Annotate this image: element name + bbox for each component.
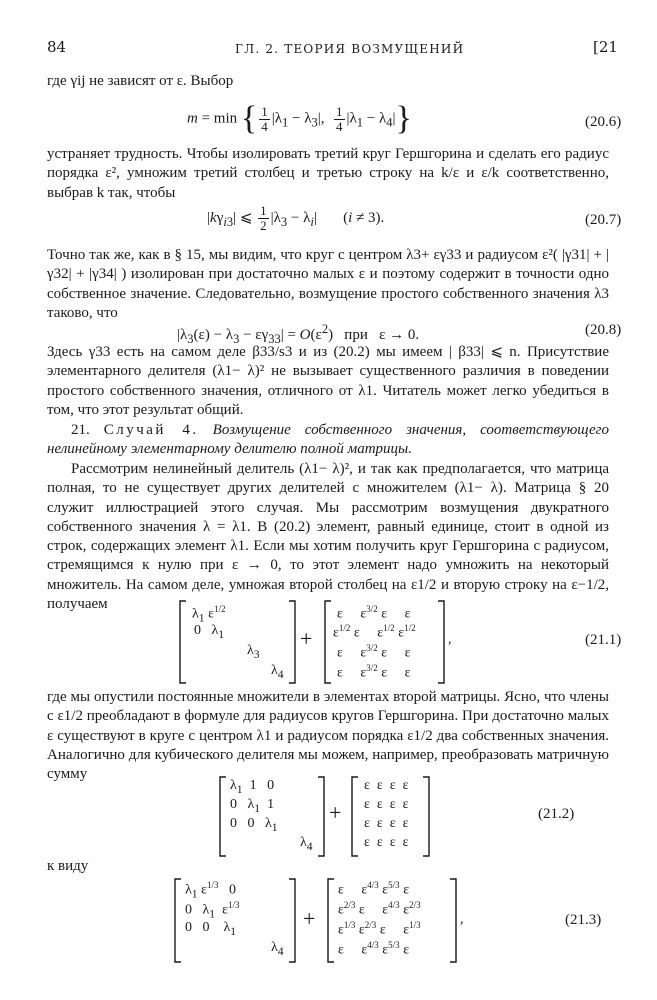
section-21-heading: [47, 421, 609, 460]
equation-number: (20.6): [585, 114, 622, 130]
equation-20-6-body: m = min { $\frac{1}{4}$ $|\lambda_1 - \lambda_3|$, $\frac{1}{4}$ $|\lambda_1 - \lambda_4|$}: [187, 100, 412, 137]
paragraph-6: где мы опустили постоянные множители в элементах второй матрицы. Ясно, что члены с ε1/2 преобладают в формуле для радиусов кругов Гершгорина. При достаточно малых ε существуют в круге с центром λ1 и радиусом порядка ε1/2 два собственных значения. Аналогично для кубического делителя мы можем, например, преобразовать матричную сумму: [47, 689, 609, 783]
page-number: 84: [47, 38, 67, 56]
matrix-brackets: [0, 876, 657, 966]
paragraph-2: устраняет трудность. Чтобы изолировать третий круг Гершгорина и сделать его радиус порядка ε², умножим третий столбец и третью строку на k/ε и ε/k соответственно, выбрав k так, чтобы: [47, 146, 609, 201]
paragraph-5: Рассмотрим нелинейный делитель (λ1− λ)², и так как предполагается, что матрица полная, то не существует других делителей с множителем (λ1− λ). Матрица § 20 служит иллюстрацией этого случая. Мы рассмотрим возмущения двукратного собственного значения λ = λ1. В (20.2) элемент, равный единице, стоит в одной из строк, содержащих элемент λ1. Если мы хотим получить круг Гершгорина с радиусом, стремящимся к нулю при ε → 0, то этот элемент надо умножить на некоторый множитель. На самом деле, умножая второй столбец на ε1/2 и вторую строку на ε−1/2, получаем: [47, 461, 609, 613]
equation-number: (20.7): [585, 212, 622, 228]
paragraph-7: к виду: [47, 858, 89, 874]
equation-number: (20.8): [585, 322, 622, 338]
section-number: 21.: [71, 422, 90, 438]
equation-number: (21.1): [585, 632, 622, 648]
matrix-brackets: [0, 598, 657, 688]
equation-20-8-body: $|\lambda_3(\varepsilon) - \lambda_3 - \varepsilon\gamma_{33}| = O(\varepsilon^2)$ при ε → 0.: [177, 322, 420, 346]
paragraph-3: Точно так же, как в § 15, мы видим, что круг с центром λ3+ εγ33 и радиусом ε²( |γ31| + |γ32| + |γ34| ) изолирован при достаточно малых ε и поэтому содержит в точности одно собственное значение. Следовательно, возмущение простого собственного значения λ3 таково, что: [47, 247, 609, 321]
equation-21-2: $\lambda_1$ 1 0 0 $\lambda_1$ 1 0 0 $\lambda_1$ $\lambda_4$ + ε ε ε ε ε ε ε ε ε ε ε ε ε ε ε ε (21.2): [0, 774, 657, 860]
section-case: Случай 4.: [103, 422, 199, 438]
running-head: ГЛ. 2. ТЕОРИЯ ВОЗМУЩЕНИЙ: [235, 42, 465, 56]
paragraph-intro: где γij не зависят от ε. Выбор: [47, 73, 234, 89]
equation-21-3: $\lambda_1$ $\varepsilon^{1/3}$ 0 0 $\lambda_1$ $\varepsilon^{1/3}$ 0 0 $\lambda_1$ $\lambda_4$ + ε $\varepsilon^{4/3}$ $\varepsilon^{5/3}$ ε $\varepsilon^{2/3}$ ε $\varepsilon^{4/3}$ $\varepsilon^{2/3}$ $\varepsilon^{1/3}$ $\varepsilon^{2/3}$ ε $\varepsilon^{1/3}$ ε $\varepsilon^{4/3}$ $\varepsilon^{5/3}$ ε , (21.3): [0, 876, 657, 966]
equation-20-6: [47, 100, 622, 144]
equation-number: (21.2): [538, 806, 575, 822]
equation-20-7: [47, 203, 622, 244]
section-title: Возмущение собственного значения, соответствующего нелинейному элементарному делителю полной матрицы.: [47, 422, 609, 458]
equation-20-7-body: $|k\gamma_{i3}|$ ⩽ $\frac{1}{2}$ $|\lambda_3 - \lambda_i|$ (i ≠ 3).: [207, 203, 385, 233]
section-mark: [21: [593, 38, 618, 56]
equation-21-1: $\lambda_1$ $\varepsilon^{1/2}$ 0 $\lambda_1$ $\lambda_3$ $\lambda_4$ + ε $\varepsilon^{3/2}$ ε ε $\varepsilon^{1/2}$ ε $\varepsilon^{1/2}$ $\varepsilon^{1/2}$ ε $\varepsilon^{3/2}$ ε ε ε $\varepsilon^{3/2}$ ε ε , (21.1): [0, 598, 657, 688]
equation-number: (21.3): [565, 912, 602, 928]
paragraph-4: Здесь γ33 есть на самом деле β33/s3 и из (20.2) мы имеем | β33| ⩽ n. Присутствие элементарного делителя (λ1− λ)² не вызывает существенного различия в поведении простого собственного значения, отличного от λ1. Читатель может легко убедиться в том, что этот результат общий.: [47, 344, 609, 418]
